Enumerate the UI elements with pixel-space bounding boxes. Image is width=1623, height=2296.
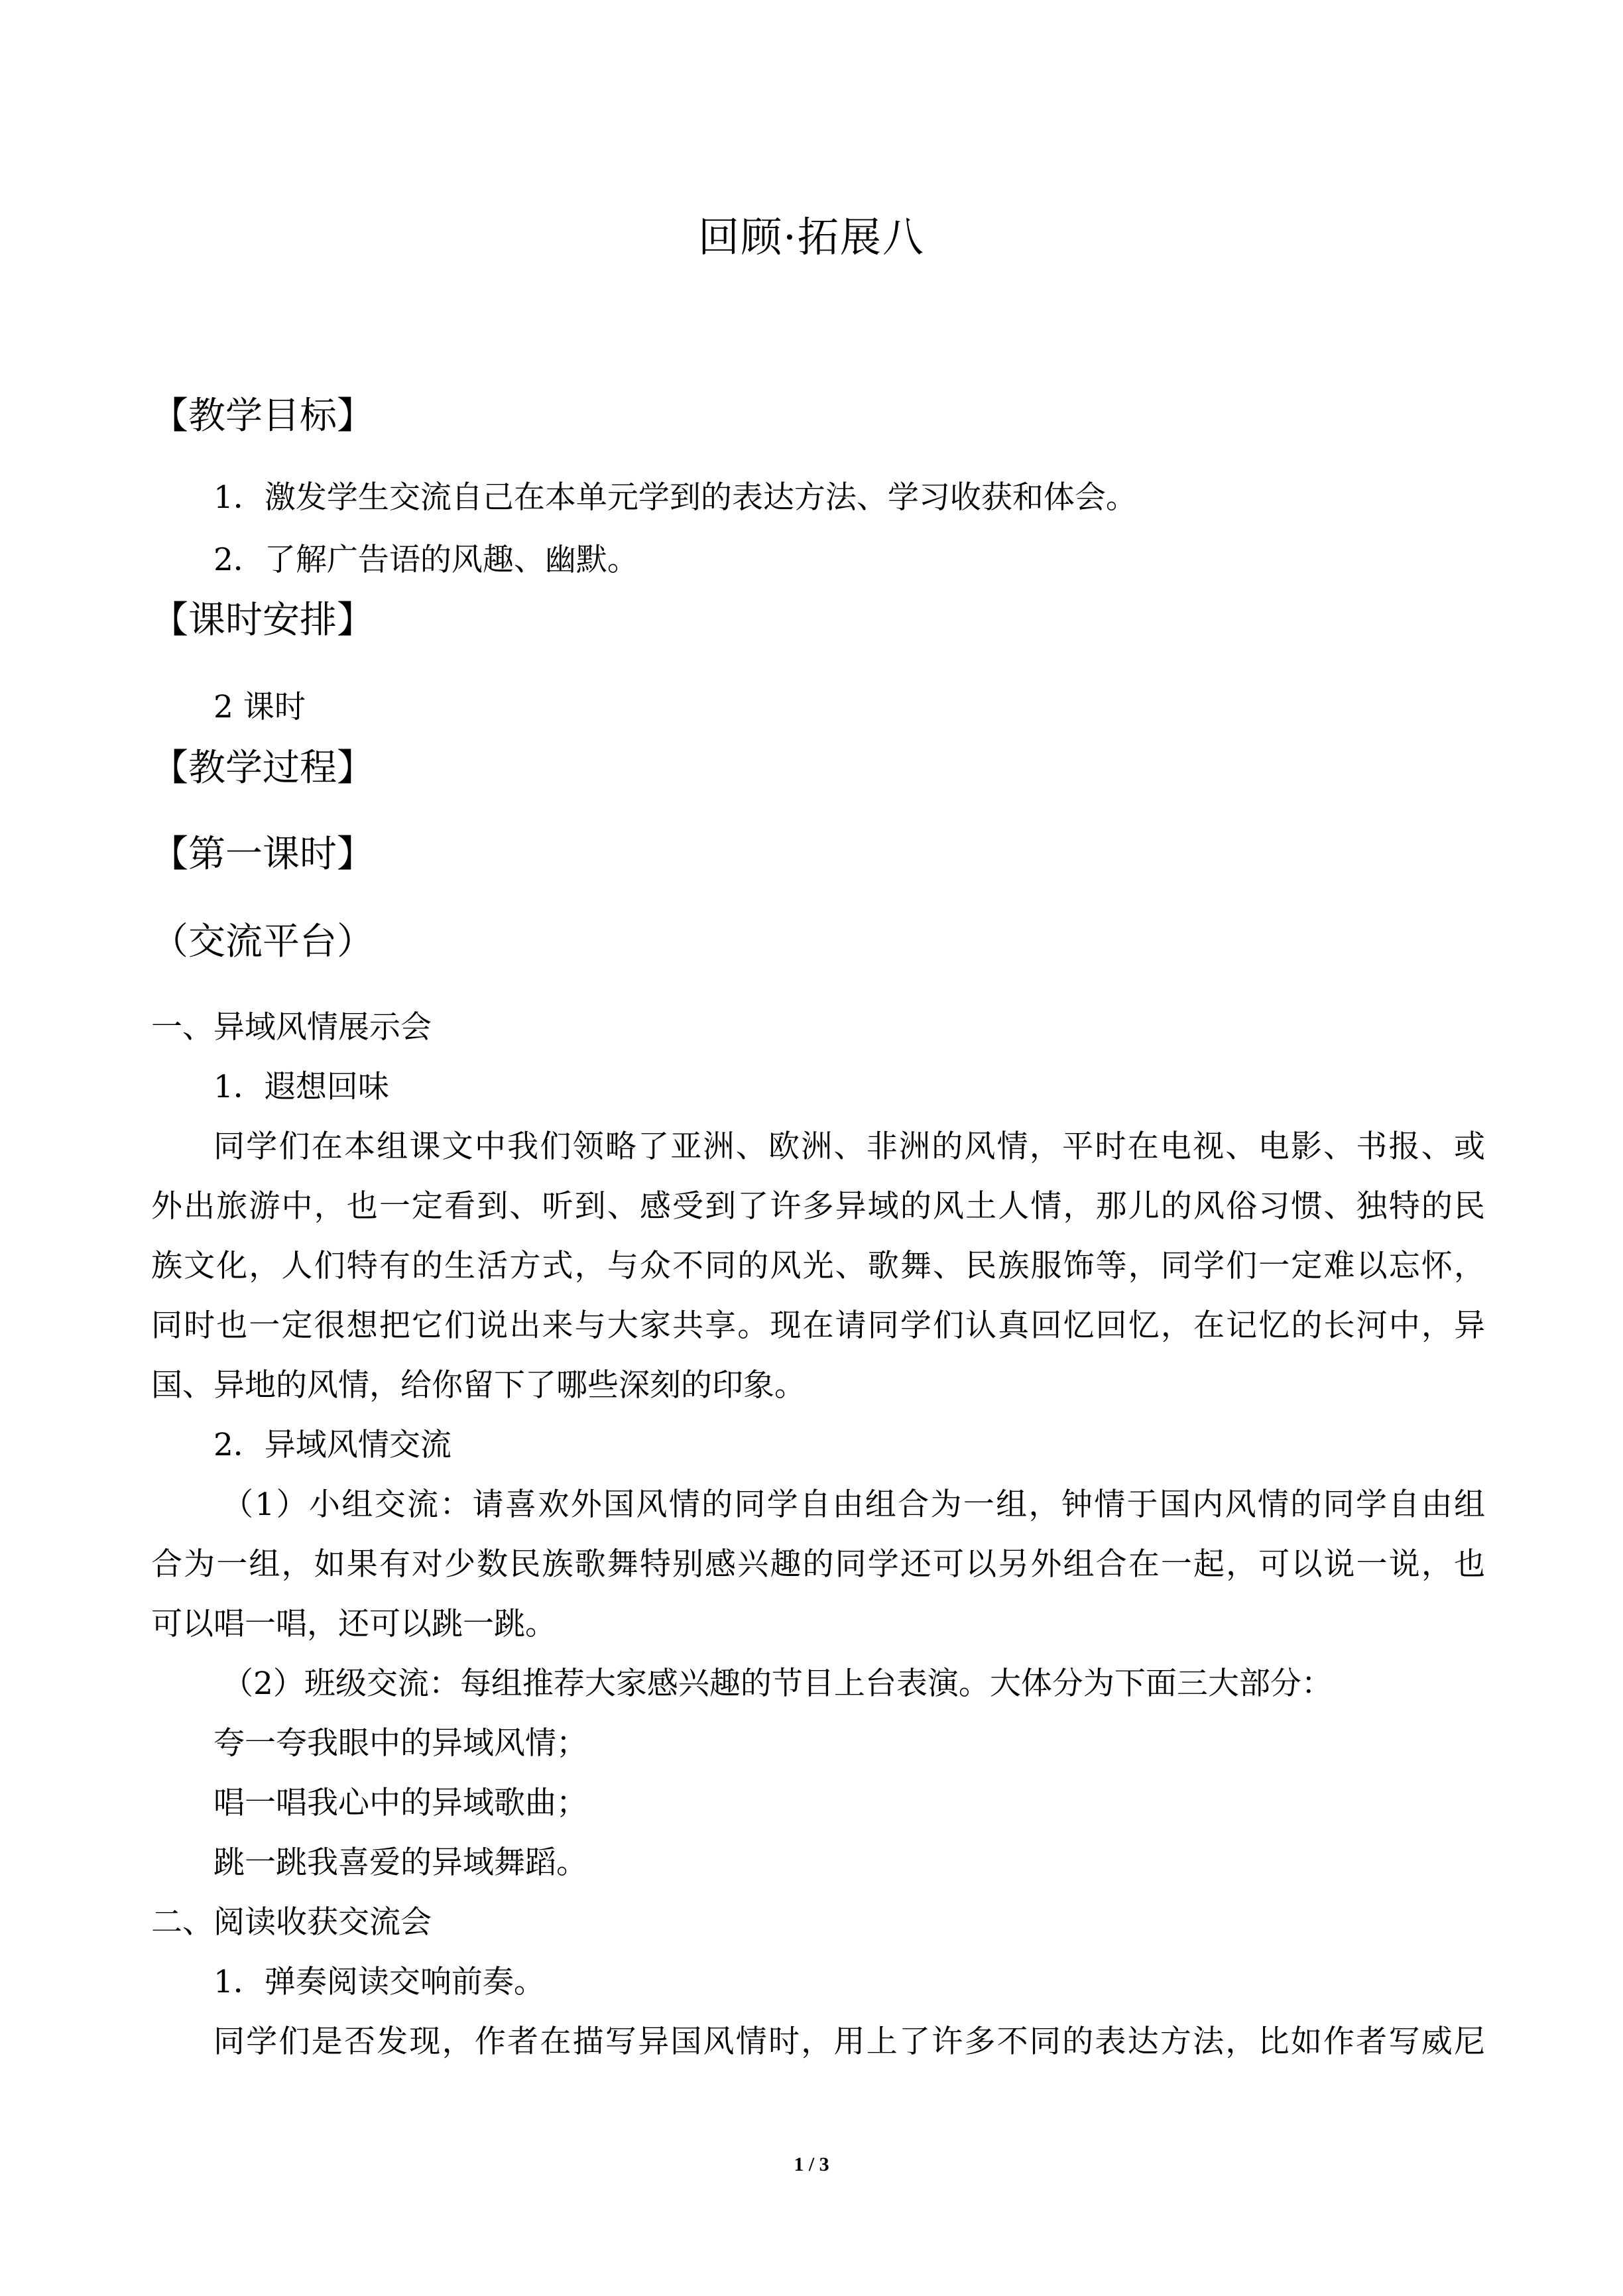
paragraph-line: 同学们是否发现，作者在描写异国风情时，用上了许多不同的表达方法，比如作者写威尼 (213, 2024, 1485, 2060)
lesson1-heading: 【第一课时】 (151, 833, 374, 876)
paragraph-line: 合为一组，如果有对少数民族歌舞特别感兴趣的同学还可以另外组合在一起，可以说一说，也 (151, 1546, 1485, 1583)
schedule-heading: 【课时安排】 (151, 599, 374, 642)
part-two-step-1: 1．弹奏阅读交响前奏。 (213, 1964, 545, 2000)
paragraph-line: 外出旅游中，也一定看到、听到、感受到了许多异域的风土人情，那儿的风俗习惯、独特的民 (151, 1188, 1485, 1225)
paragraph-line: 国、异地的风情，给你留下了哪些深刻的印象。 (151, 1367, 806, 1404)
goal-item-1: 1．激发学生交流自己在本单元学到的表达方法、学习收获和体会。 (213, 479, 1137, 516)
paragraph-line: 族文化，人们特有的生活方式，与众不同的风光、歌舞、民族服饰等，同学们一定难以忘怀， (151, 1248, 1485, 1284)
document-title: 回顾·拓展八 (698, 213, 925, 261)
list-item: 唱一唱我心中的异域歌曲； (213, 1785, 587, 1821)
list-item: 跳一跳我喜爱的异域舞蹈。 (213, 1844, 587, 1881)
part-one-heading: 一、异域风情展示会 (151, 1009, 432, 1046)
list-item: 夸一夸我眼中的异域风情； (213, 1725, 587, 1762)
page-number: 1 / 3 (794, 2153, 829, 2175)
process-heading: 【教学过程】 (151, 747, 374, 790)
paragraph-line: 可以唱一唱，还可以跳一跳。 (151, 1606, 556, 1642)
part-one-step-1: 1．遐想回味 (213, 1069, 389, 1105)
paragraph-line: 同时也一定很想把它们说出来与大家共享。现在请同学们认真回忆回忆，在记忆的长河中，异 (151, 1307, 1485, 1344)
goal-item-2: 2．了解广告语的风趣、幽默。 (213, 542, 638, 578)
platform-heading: （交流平台） (151, 920, 374, 963)
paragraph-line: 同学们在本组课文中我们领略了亚洲、欧洲、非洲的风情，平时在电视、电影、书报、或 (213, 1128, 1485, 1165)
paragraph-line: （2）班级交流：每组推荐大家感兴趣的节目上台表演。大体分为下面三大部分： (222, 1665, 1333, 1702)
schedule-value: 2 课时 (213, 689, 306, 725)
part-two-heading: 二、阅读收获交流会 (151, 1904, 432, 1941)
paragraph-line: （1）小组交流：请喜欢外国风情的同学自由组合为一组，钟情于国内风情的同学自由组 (222, 1486, 1485, 1523)
part-one-step-2: 2．异域风情交流 (213, 1427, 451, 1463)
goals-heading: 【教学目标】 (151, 394, 374, 438)
